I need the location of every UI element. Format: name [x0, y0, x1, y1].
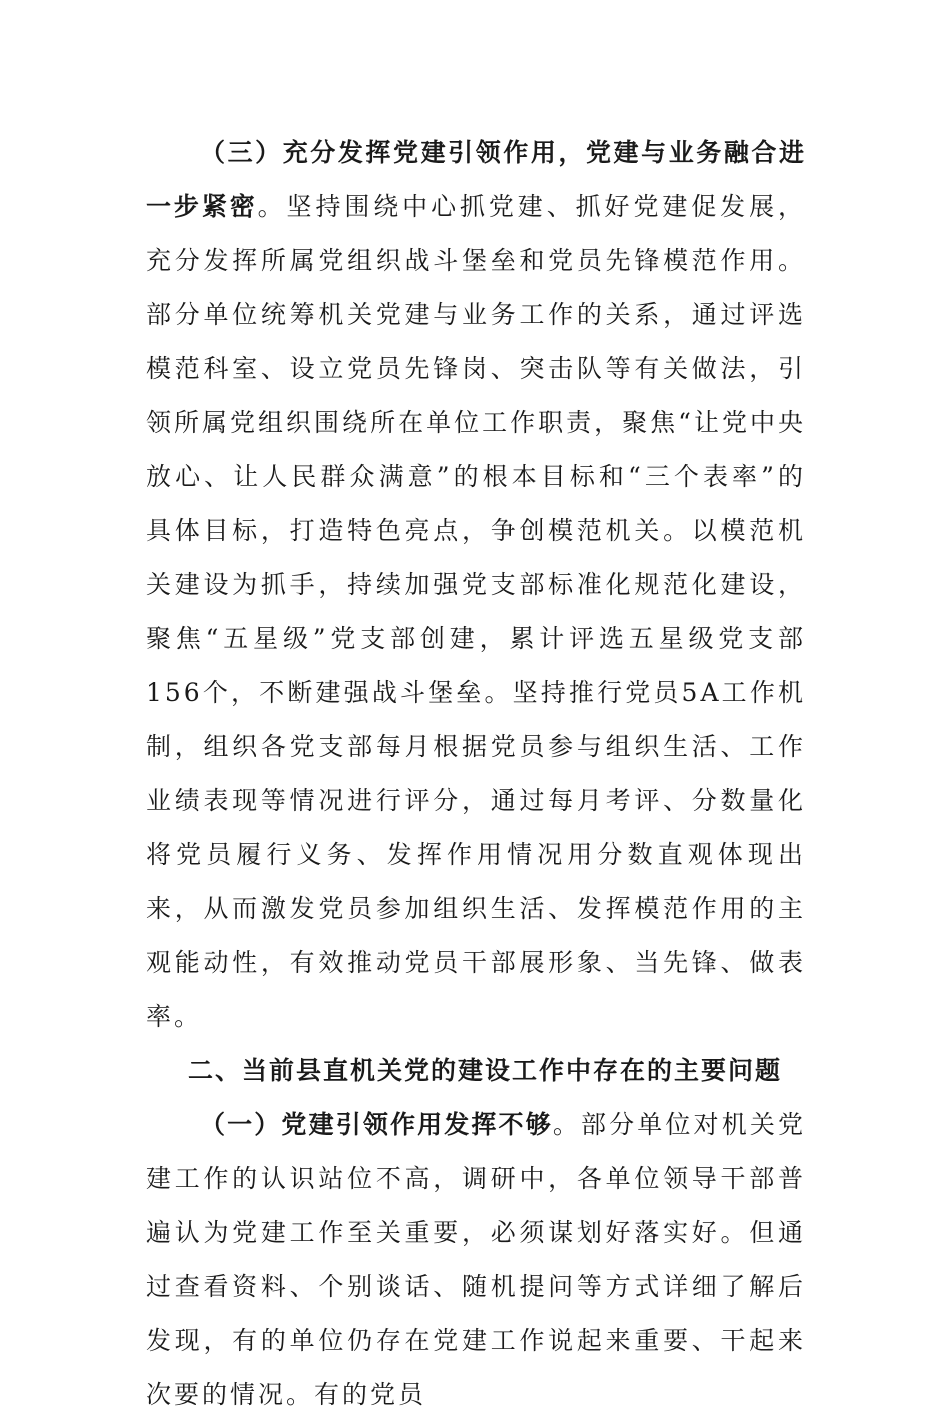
paragraph-section-three [146, 126, 806, 1044]
subsection-one-body: 。部分单位对机关党建工作的认识站位不高，调研中，各单位领导干部普遍认为党建工作至关重要，必须谋划好落实好。但通过查看资料、个别谈话、随机提问等方式详细了解后发现，有的单位仍存在党建工作说起来重要、干起来次要的情况。有的党员 [146, 1110, 806, 1409]
heading-two: 二、当前县直机关党的建设工作中存在的主要问题 [188, 1056, 783, 1085]
document-body [146, 126, 806, 1422]
subsection-one-lead: （一）党建引领作用发挥不够 [200, 1110, 553, 1139]
paragraph-subsection-one [146, 1098, 806, 1422]
section-three-lead: （三）充分发挥党建引领作用，党建与业务融合进一步紧密 [146, 138, 806, 221]
section-three-body: 。坚持围绕中心抓党建、抓好党建促发展，充分发挥所属党组织战斗堡垒和党员先锋模范作用。部分单位统筹机关党建与业务工作的关系，通过评选模范科室、设立党员先锋岗、突击队等有关做法，引领所属党组织围绕所在单位工作职责，聚焦“让党中央放心、让人民群众满意”的根本目标和“三个表率”的具体目标，打造特色亮点，争创模范机关。以模范机关建设为抓手，持续加强党支部标准化规范化建设，聚焦“五星级”党支部创建，累计评选五星级党支部156个，不断建强战斗堡垒。坚持推行党员5A工作机制，组织各党支部每月根据党员参与组织生活、工作业绩表现等情况进行评分，通过每月考评、分数量化将党员履行义务、发挥作用情况用分数直观体现出来，从而激发党员参加组织生活、发挥模范作用的主观能动性，有效推动党员干部展形象、当先锋、做表率。 [146, 192, 806, 1031]
